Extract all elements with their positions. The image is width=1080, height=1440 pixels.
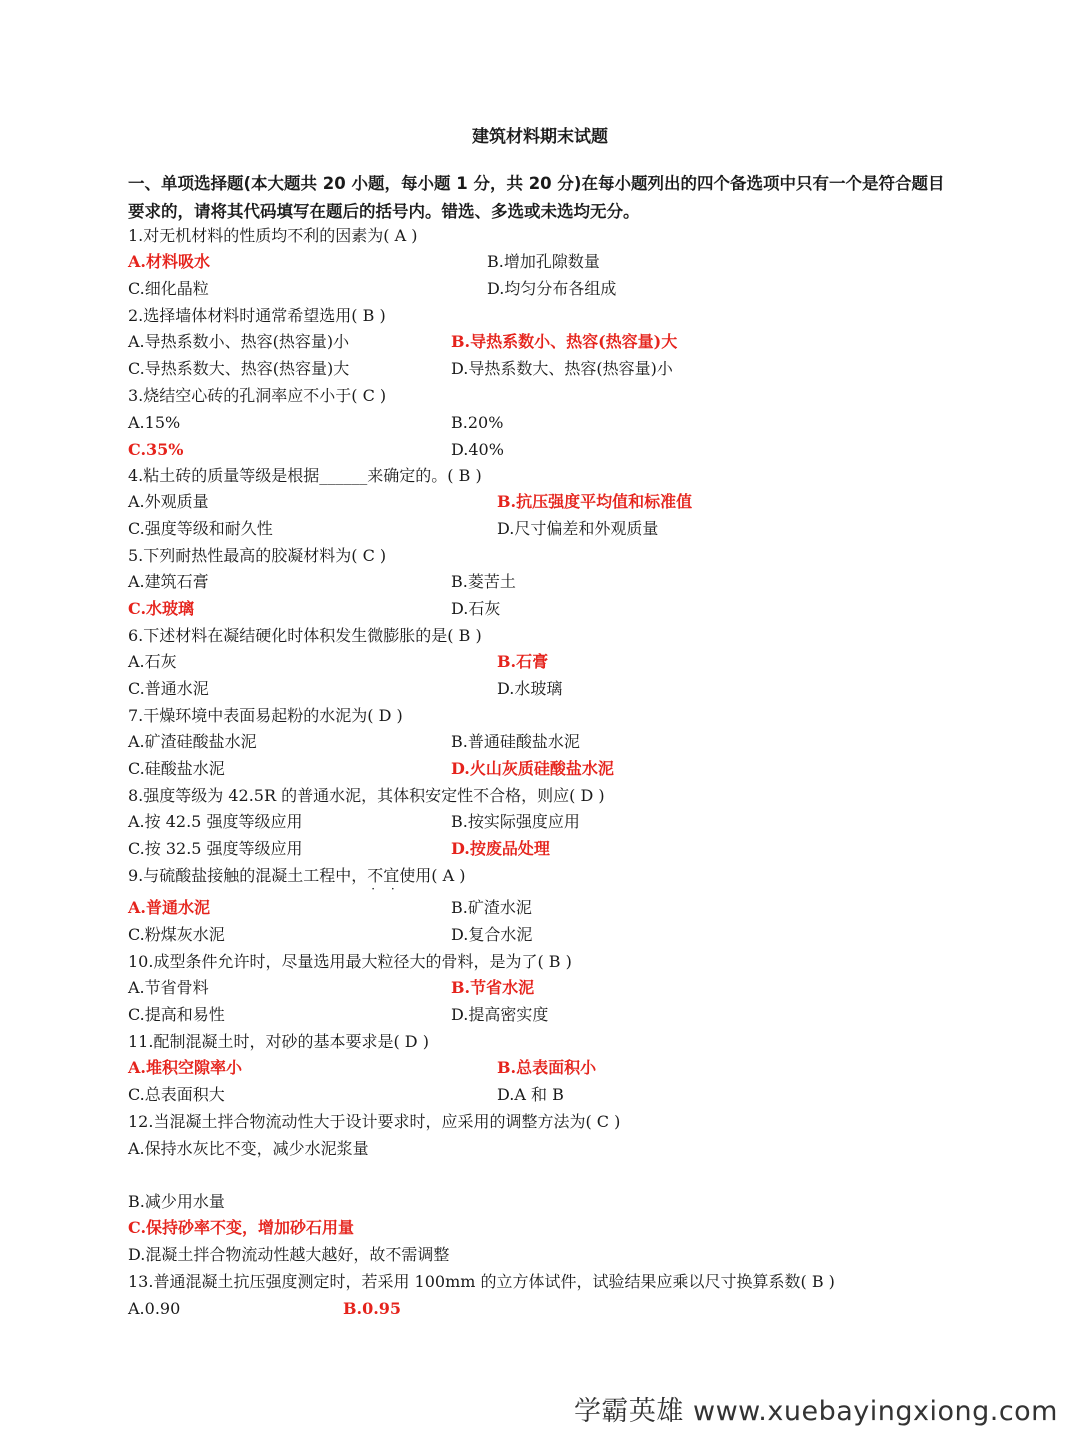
q8-option-b: B.按实际强度应用: [451, 812, 580, 831]
question-4: 4.粘土砖的质量等级是根据______来确定的。( B ): [128, 466, 482, 485]
q8-option-a: A.按 42.5 强度等级应用: [128, 812, 303, 831]
q4-option-d: D.尺寸偏差和外观质量: [497, 519, 659, 538]
q5-option-b: B.菱苦土: [451, 572, 516, 591]
q9-option-d: D.复合水泥: [451, 925, 533, 944]
section-heading: 一、单项选择题(本大题共 20 小题，每小题 1 分，共 20 分)在每小题列出的四个备选项中只有一个是符合题目要求的，请将其代码填写在题后的括号内。错选、多选或未选均无分。: [128, 174, 945, 221]
q7-option-d: D.火山灰质硅酸盐水泥: [451, 759, 614, 778]
q13-option-a: A.0.90: [128, 1299, 181, 1318]
q4-option-c: C.强度等级和耐久性: [128, 519, 273, 538]
question-5: 5.下列耐热性最高的胶凝材料为( C ): [128, 546, 387, 565]
q3-option-a: A.15%: [128, 413, 181, 432]
q12-option-c: C.保持砂率不变，增加砂石用量: [128, 1218, 355, 1237]
question-3: 3.烧结空心砖的孔洞率应不小于( C ): [128, 386, 387, 405]
q9-option-a: A.普通水泥: [128, 898, 210, 917]
q8-option-c: C.按 32.5 强度等级应用: [128, 839, 303, 858]
q2-option-d: D.导热系数大、热容(热容量)小: [451, 359, 673, 378]
q5-option-c: C.水玻璃: [128, 599, 195, 618]
q1-option-a: A.材料吸水: [128, 252, 210, 271]
q9-option-c: C.粉煤灰水泥: [128, 925, 225, 944]
question-7: 7.干燥环境中表面易起粉的水泥为( D ): [128, 706, 403, 725]
q11-option-d: D.A 和 B: [497, 1085, 564, 1104]
question-1: 1.对无机材料的性质均不利的因素为( A ): [128, 226, 418, 245]
question-9-emphasis: 不宜 · ·: [367, 866, 399, 885]
question-10: 10.成型条件允许时，尽量选用最大粒径大的骨料，是为了( B ): [128, 952, 572, 971]
q10-option-a: A.节省骨料: [128, 978, 209, 997]
q1-option-b: B.增加孔隙数量: [487, 252, 600, 271]
q11-option-a: A.堆积空隙率小: [128, 1058, 242, 1077]
q3-option-d: D.40%: [451, 440, 504, 459]
q8-option-d: D.按废品处理: [451, 839, 550, 858]
q7-option-a: A.矿渣硅酸盐水泥: [128, 732, 257, 751]
q6-option-d: D.水玻璃: [497, 679, 563, 698]
q11-option-b: B.总表面积小: [497, 1058, 597, 1077]
q7-option-c: C.硅酸盐水泥: [128, 759, 225, 778]
q6-option-a: A.石灰: [128, 652, 177, 671]
q7-option-b: B.普通硅酸盐水泥: [451, 732, 580, 751]
q12-option-a: A.保持水灰比不变，减少水泥浆量: [128, 1139, 369, 1158]
question-12: 12.当混凝土拌合物流动性大于设计要求时，应采用的调整方法为( C ): [128, 1112, 621, 1131]
q10-option-b: B.节省水泥: [451, 978, 535, 997]
page-title: 建筑材料期末试题: [472, 127, 608, 147]
question-9-prefix: 9.与硫酸盐接触的混凝土工程中，: [128, 866, 368, 885]
q11-option-c: C.总表面积大: [128, 1085, 225, 1104]
site-watermark: 学霸英雄 www.xuebayingxiong.com: [573, 1396, 1058, 1427]
question-6: 6.下述材料在凝结硬化时体积发生微膨胀的是( B ): [128, 626, 482, 645]
q6-option-b: B.石膏: [497, 652, 549, 671]
question-2: 2.选择墙体材料时通常希望选用( B ): [128, 306, 386, 325]
q4-option-a: A.外观质量: [128, 492, 209, 511]
q2-option-a: A.导热系数小、热容(热容量)小: [128, 332, 350, 351]
q5-option-a: A.建筑石膏: [128, 572, 209, 591]
q4-option-b: B.抗压强度平均值和标准值: [497, 492, 693, 511]
q1-option-d: D.均匀分布各组成: [487, 279, 617, 298]
q5-option-d: D.石灰: [451, 599, 501, 618]
question-9-suffix: 使用( A ): [399, 866, 466, 885]
q12-option-d: D.混凝土拌合物流动性越大越好，故不需调整: [128, 1245, 450, 1264]
q12-option-b: B.减少用水量: [128, 1192, 225, 1211]
q3-option-c: C.35%: [128, 440, 184, 459]
question-13: 13.普通混凝土抗压强度测定时，若采用 100mm 的立方体试件，试验结果应乘以尺寸换算系数( B ): [128, 1272, 835, 1291]
q2-option-c: C.导热系数大、热容(热容量)大: [128, 359, 350, 378]
q1-option-c: C.细化晶粒: [128, 279, 209, 298]
question-9: [128, 866, 466, 886]
q10-option-d: D.提高密实度: [451, 1005, 549, 1024]
question-8: 8.强度等级为 42.5R 的普通水泥，其体积安定性不合格，则应( D ): [128, 786, 605, 805]
question-11: 11.配制混凝土时，对砂的基本要求是( D ): [128, 1032, 429, 1051]
q6-option-c: C.普通水泥: [128, 679, 209, 698]
q10-option-c: C.提高和易性: [128, 1005, 225, 1024]
q3-option-b: B.20%: [451, 413, 504, 432]
q2-option-b: B.导热系数小、热容(热容量)大: [451, 332, 678, 351]
q9-option-b: B.矿渣水泥: [451, 898, 532, 917]
q13-option-b: B.0.95: [343, 1299, 402, 1318]
